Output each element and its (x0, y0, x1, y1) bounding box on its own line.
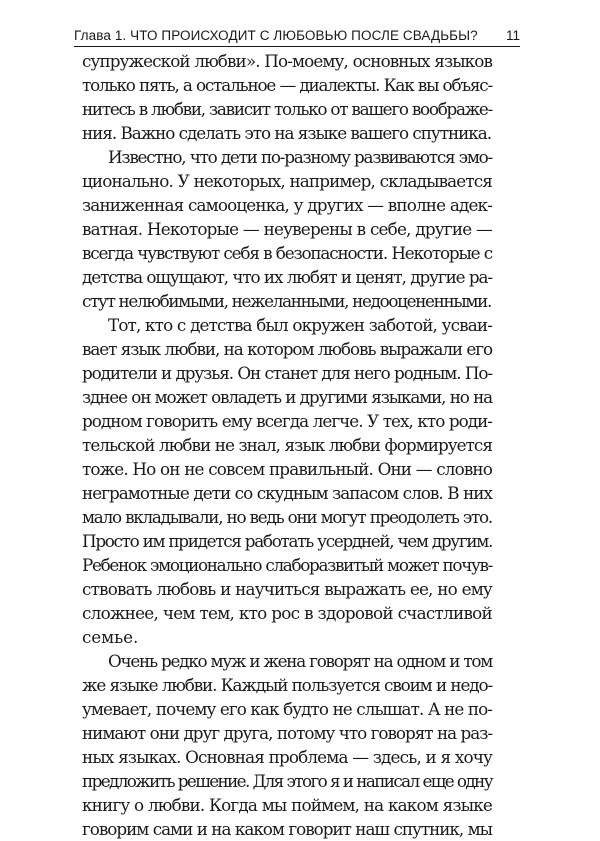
paragraph (82, 49, 492, 145)
text-line: умевает, почему его как будто не слышат. А не по- (82, 699, 492, 719)
text-line: Известно, что дети по-разному развиваются эмо- (108, 147, 492, 167)
body-text (82, 49, 492, 841)
text-line: зднее он может овладеть и другими языками, но на (82, 387, 492, 407)
text-line: заниженная самооценка, у других — вполне адек- (82, 195, 492, 215)
text-line: супружеской любви». По-моему, основных языков (82, 51, 492, 71)
paragraph (82, 145, 492, 313)
text-line: нимают они друг друга, потому что говорят на раз- (82, 723, 492, 743)
text-line: детства ощущают, что их любят и ценят, другие ра- (82, 267, 492, 287)
running-head (74, 28, 520, 48)
text-line: только пять, а остальное — диалекты. Как вы объяс- (82, 75, 492, 95)
text-line: ционально. У некоторых, например, складывается (82, 171, 492, 191)
text-line: нитесь в любви, зависит только от вашего воображе- (82, 99, 492, 119)
text-line: Ребенок эмоционально слаборазвитый может почув- (82, 555, 492, 575)
text-line: неграмотные дети со скудным запасом слов. В них (82, 483, 492, 503)
text-line: Очень редко муж и жена говорят на одном и том (108, 651, 492, 671)
text-line: книгу о любви. Когда мы поймем, на каком языке (82, 795, 492, 815)
header-rule (74, 46, 520, 47)
text-line: Просто им придется работать усердней, чем другим. (82, 531, 492, 551)
text-line: же языке любви. Каждый пользуется своим и недо- (82, 675, 492, 695)
text-line: тоже. Но он не совсем правильный. Они — словно (82, 459, 492, 479)
text-line: родители и друзья. Он станет для него родным. По- (82, 363, 492, 383)
text-line: семье. (82, 627, 139, 647)
text-line: говорим сами и на каком говорит наш спутник, мы (82, 819, 492, 839)
text-line: стут нелюбимыми, нежеланными, недооцененными. (82, 291, 491, 311)
text-line: мало вкладывали, но ведь они могут преодолеть это. (82, 507, 492, 527)
paragraph (82, 313, 492, 649)
page-number: 11 (505, 28, 520, 43)
text-line: Тот, кто с детства был окружен заботой, усваи- (108, 315, 492, 335)
text-line: ния. Важно сделать это на языке вашего спутника. (82, 123, 491, 143)
text-line: тельской любви не знал, язык любви формируется (82, 435, 492, 455)
text-line: родном говорить ему всегда легче. У тех, кто роди- (82, 411, 492, 431)
text-line: предложить решение. Для этого я и написал еще одну (82, 771, 492, 791)
text-line: вает язык любви, на котором любовь выражали его (82, 339, 492, 359)
text-line: ватная. Некоторые — неуверены в себе, другие — (82, 219, 492, 239)
text-line: ных языках. Основная проблема — здесь, и я хочу (82, 747, 492, 767)
text-line: сложнее, чем тем, кто рос в здоровой счастливой (82, 603, 492, 623)
paragraph (82, 649, 492, 841)
text-line: ствовать любовь и научиться выражать ее, но ему (82, 579, 492, 599)
chapter-title: Глава 1. ЧТО ПРОИСХОДИТ С ЛЮБОВЬЮ ПОСЛЕ СВАДЬБЫ? (74, 28, 478, 43)
text-line: всегда чувствуют себя в безопасности. Некоторые с (82, 243, 492, 263)
